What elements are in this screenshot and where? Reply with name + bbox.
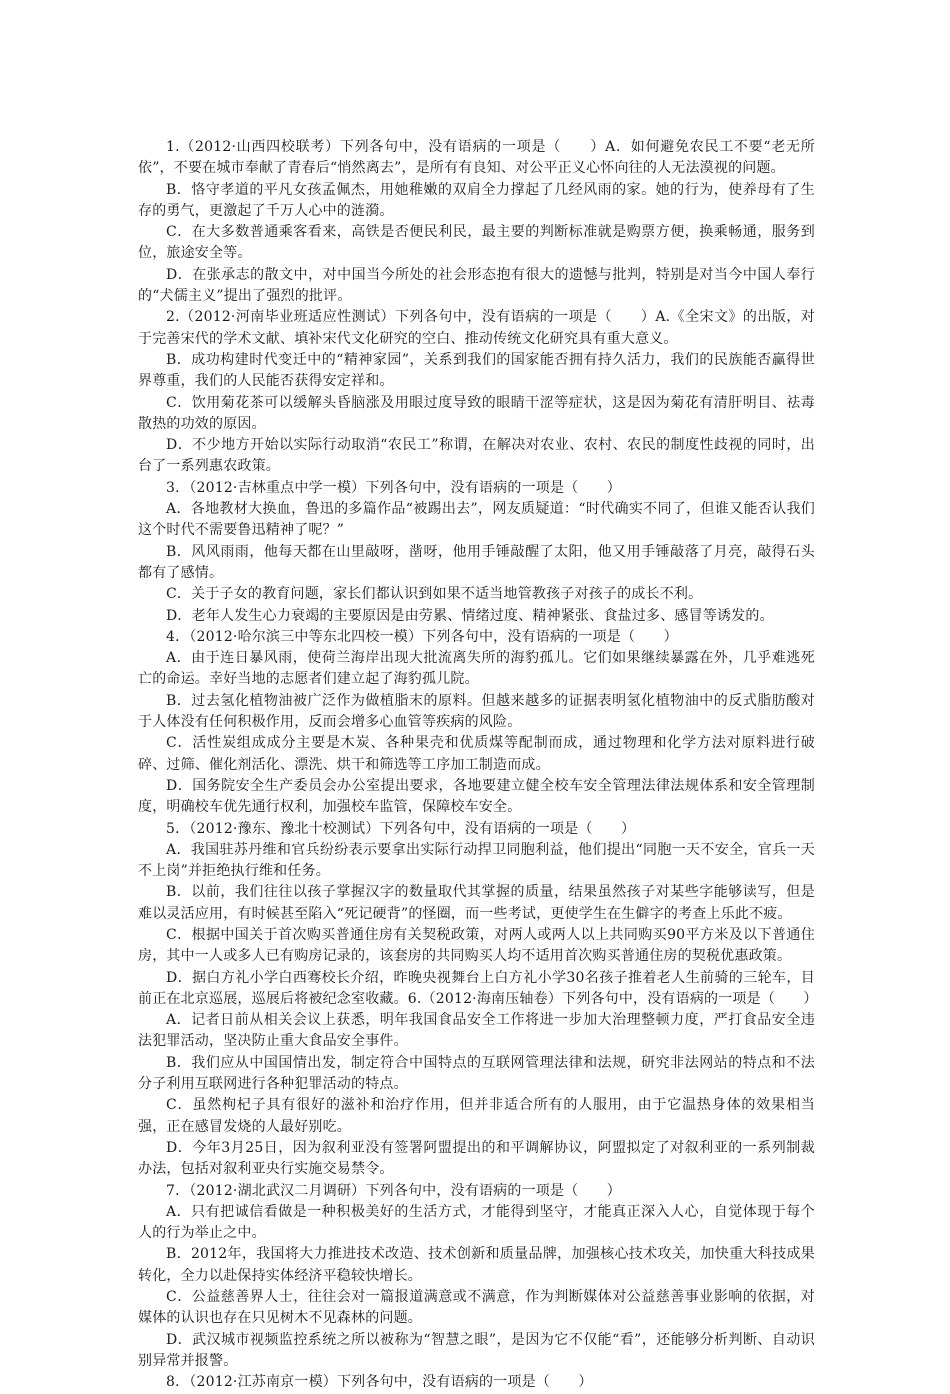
q2-option-d: D．不少地方开始以实际行动取消“农民工”称谓，在解决对农业、农村、农民的制度性歧视的同时，出台了一系列惠农政策。: [138, 437, 815, 475]
q1-option-d: D．在张承志的散文中，对中国当今所处的社会形态抱有很大的遗憾与批判，特别是对当今中国人奉行的“犬儒主义”提出了强烈的批评。: [138, 266, 815, 305]
q7-stem: 7．（2012·湖北武汉二月调研）下列各句中，没有语病的一项是（ ）: [166, 1182, 621, 1199]
q6-option-c: C．虽然枸杞子具有很好的滋补和治疗作用，但并非适合所有的人服用，由于它温热身体的效果相当强，正在感冒发烧的人最好别吃。: [138, 1097, 815, 1135]
document-body: [138, 137, 818, 1394]
q3-stem: 3．（2012·吉林重点中学一模）下列各句中，没有语病的一项是（ ）: [166, 479, 621, 496]
q6-option-b: B．我们应从中国国情出发，制定符合中国特点的互联网管理法律和法规，研究非法网站的特点和不法分子利用互联网进行各种犯罪活动的特点。: [138, 1054, 815, 1093]
q6-option-a: A．记者日前从相关会议上获悉，明年我国食品安全工作将进一步加大治理整顿力度，严打食品安全违法犯罪活动，坚决防止重大食品安全事件。: [138, 1012, 815, 1050]
q4-option-d: D．国务院安全生产委员会办公室提出要求，各地要建立健全校车安全管理法律法规体系和安全管理制度，明确校车优先通行权利，加强校车监管，保障校车安全。: [138, 777, 815, 816]
q4-option-c: C．活性炭组成成分主要是木炭、各种果壳和优质煤等配制而成，通过物理和化学方法对原料进行破碎、过筛、催化剂活化、漂洗、烘干和筛选等工序加工制造而成。: [138, 735, 815, 773]
q1-option-b: B．恪守孝道的平凡女孩孟佩杰，用她稚嫩的双肩全力撑起了几经风雨的家。她的行为，使养母有了生存的勇气，更激起了千万人心中的涟漪。: [138, 181, 815, 219]
q2-option-c: C．饮用菊花茶可以缓解头昏脑涨及用眼过度导致的眼睛干涩等症状，这是因为菊花有清肝明目、祛毒散热的功效的原因。: [138, 394, 815, 432]
q7-option-d: D．武汉城市视频监控系统之所以被称为“智慧之眼”，是因为它不仅能“看”，还能够分析判断、自动识别异常并报警。: [138, 1331, 815, 1369]
q3-option-a: A．各地教材大换血，鲁迅的多篇作品“被踢出去”，网友质疑道：“时代确实不同了，但谁又能否认我们这个时代不需要鲁迅精神了呢？”: [138, 501, 815, 539]
q2-option-b: B．成功构建时代变迁中的“精神家园”，关系到我们的国家能否拥有持久活力，我们的民族能否赢得世界尊重，我们的人民能否获得安定祥和。: [138, 351, 815, 390]
q5-option-b: B．以前，我们往往以孩子掌握汉字的数量取代其掌握的质量，结果虽然孩子对某些字能够读写，但是难以灵活应用，有时候甚至陷入“死记硬背”的怪圈，而一些考试，更使学生在生僻字的考查上乐此不疲。: [138, 884, 815, 922]
q1-option-c: C．在大多数普通乘客看来，高铁是否便民利民，最主要的判断标准就是购票方便，换乘畅通，服务到位，旅途安全等。: [138, 224, 815, 262]
q4-option-b: B．过去氢化植物油被广泛作为做植脂末的原料。但越来越多的证据表明氢化植物油中的反式脂肪酸对于人体没有任何积极作用，反而会增多心血管等疾病的风险。: [138, 692, 815, 731]
q7-option-c: C．公益慈善界人士，往往会对一篇报道满意或不满意，作为判断媒体对公益慈善事业影响的依据，对媒体的认识也存在只见树木不见森林的问题。: [138, 1289, 815, 1327]
q3-option-d: D．老年人发生心力衰竭的主要原因是由劳累、情绪过度、精神紧张、食盐过多、感冒等诱发的。: [166, 607, 774, 624]
q4-stem: 4．（2012·哈尔滨三中等东北四校一模）下列各句中，没有语病的一项是（ ）: [166, 628, 678, 645]
q3-option-c: C．关于子女的教育问题，家长们都认识到如果不适当地管教孩子对孩子的成长不利。: [166, 586, 703, 603]
q5-stem: 5．（2012·豫东、豫北十校测试）下列各句中，没有语病的一项是（ ）: [166, 820, 636, 837]
q8-stem: 8．（2012·江苏南京一模）下列各句中，没有语病的一项是（ ）: [166, 1374, 593, 1391]
q5-option-c: C．根据中国关于首次购买普通住房有关契税政策，对两人或两人以上共同购买90平方米及以下普通住房，其中一人或多人已有购房记录的，该套房的共同购买人均不适用首次购买普通住房的契税优惠政策。: [138, 926, 815, 965]
q3-option-b: B．风风雨雨，他每天都在山里敲呀，凿呀，他用手锤敲醒了太阳，他又用手锤敲落了月亮，敲得石头都有了感情。: [138, 543, 815, 581]
q5-option-d-q6-stem: D．据白方礼小学白西骞校长介绍，昨晚央视舞台上白方礼小学30名孩子推着老人生前骑的三轮车，目前正在北京巡展，巡展后将被纪念室收藏。6.（2012·海南压轴卷）下列各句中，没有语病的一项是（ ）: [138, 969, 818, 1007]
q7-option-a: A．只有把诚信看做是一种积极美好的生活方式，才能得到坚守，才能真正深入人心，自觉体现于每个人的行为举止之中。: [138, 1203, 815, 1242]
q6-option-d: D．今年3月25日，因为叙利亚没有签署阿盟提出的和平调解协议，阿盟拟定了对叙利亚的一系列制裁办法，包括对叙利亚央行实施交易禁令。: [138, 1139, 815, 1178]
q4-option-a: A．由于连日暴风雨，使荷兰海岸出现大批流离失所的海豹孤儿。它们如果继续暴露在外，几乎难逃死亡的命运。幸好当地的志愿者们建立起了海豹孤儿院。: [138, 650, 815, 688]
q2-stem-option-a: 2.（2012·河南毕业班适应性测试）下列各句中，没有语病的一项是（ ）A.《全宋文》的出版，对于完善宋代的学术文献、填补宋代文化研究的空白、推动传统文化研究具有重大意义。: [138, 309, 815, 347]
q7-option-b: B．2012年，我国将大力推进技术改造、技术创新和质量品牌，加强核心技术攻关，加快重大科技成果转化，全力以赴保持实体经济平稳较快增长。: [138, 1246, 815, 1284]
q5-option-a: A．我国驻苏丹维和官兵纷纷表示要拿出实际行动捍卫同胞利益，他们提出“同胞一天不安全，官兵一天不上岗”并拒绝执行维和任务。: [138, 841, 815, 880]
q1-stem-option-a: 1.（2012·山西四校联考）下列各句中，没有语病的一项是（ ）A．如何避免农民工不要“老无所依”，不要在城市奉献了青春后“悄然离去”，是所有有良知、对公平正义心怀向往的人无法漠视的问题。: [138, 139, 815, 177]
